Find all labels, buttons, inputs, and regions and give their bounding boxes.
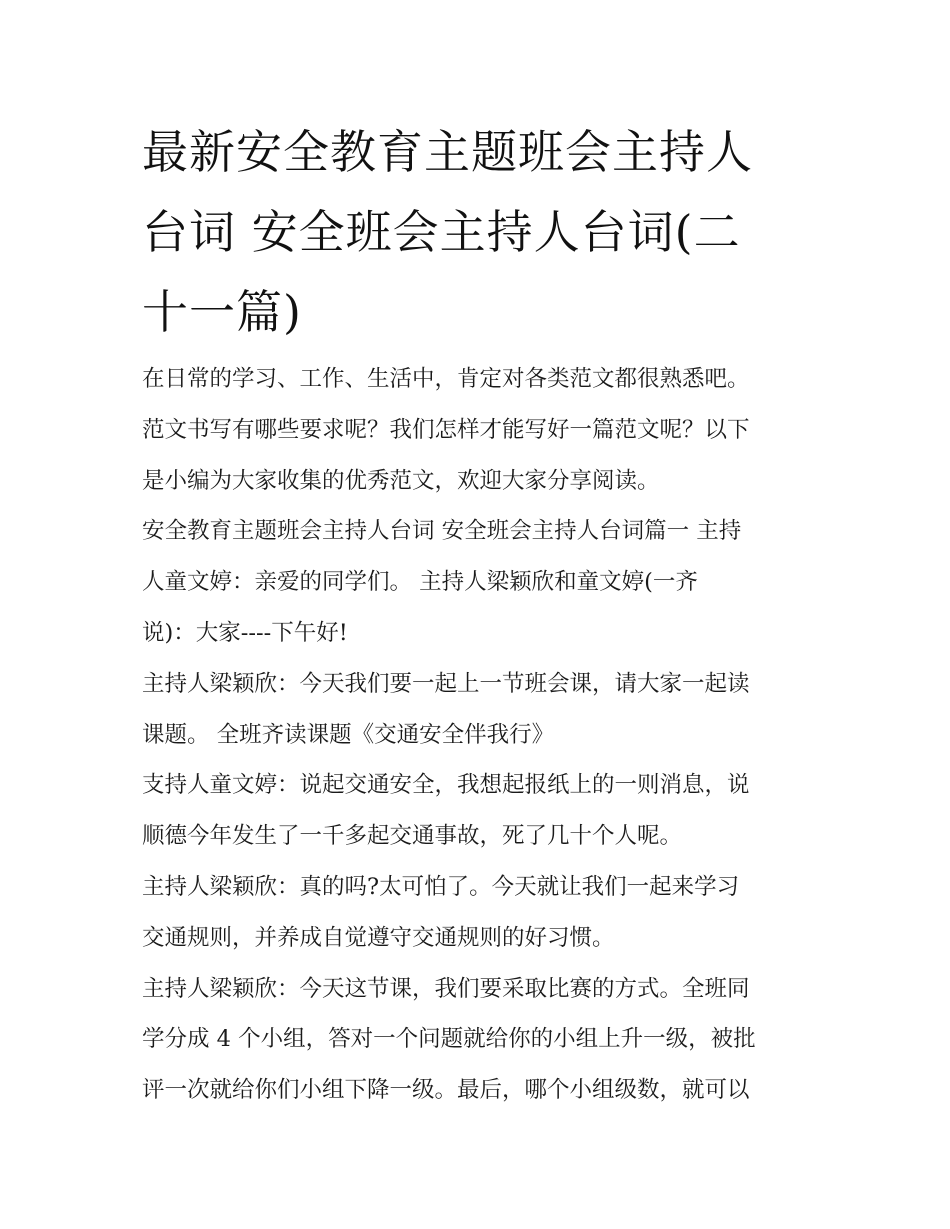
- paragraph: [142, 964, 822, 1116]
- paragraph: [142, 659, 822, 761]
- text-line: 主持人梁颖欣：今天我们要一起上一节班会课，请大家一起读: [142, 670, 750, 697]
- paragraph: [142, 862, 822, 964]
- text-line: 交通规则，并养成自觉遵守交通规则的好习惯。: [142, 924, 615, 951]
- title-line: 台词 安全班会主持人台词(二: [142, 205, 741, 259]
- title-line: 十一篇): [142, 285, 302, 339]
- text-line: 范文书写有哪些要求呢？我们怎样才能写好一篇范文呢？以下: [142, 416, 750, 443]
- text-line: 说)：大家----下午好!: [142, 619, 348, 646]
- text-line: 主持人梁颖欣：今天这节课，我们要采取比赛的方式。全班同: [142, 975, 750, 1002]
- title-line: 最新安全教育主题班会主持人: [142, 125, 753, 179]
- text-line: 是小编为大家收集的优秀范文，欢迎大家分享阅读。: [142, 467, 660, 494]
- text-line: 顺德今年发生了一千多起交通事故，死了几十个人呢。: [142, 823, 683, 850]
- document-title: [142, 112, 812, 352]
- text-line: 支持人童文婷：说起交通安全，我想起报纸上的一则消息，说: [142, 772, 750, 799]
- text-line: 人童文婷：亲爱的同学们。 主持人梁颖欣和童文婷(一齐: [142, 569, 698, 596]
- paragraph: [142, 354, 822, 506]
- text-line: 在日常的学习、工作、生活中，肯定对各类范文都很熟悉吧。: [142, 366, 750, 392]
- text-line: 安全教育主题班会主持人台词 安全班会主持人台词篇一 主持: [142, 518, 742, 545]
- document-body: [142, 354, 822, 1116]
- paragraph: [142, 506, 822, 658]
- paragraph: [142, 760, 822, 862]
- text-line: 主持人梁颖欣：真的吗?太可怕了。今天就让我们一起来学习: [142, 873, 740, 900]
- text-line: 评一次就给你们小组下降一级。最后，哪个小组级数，就可以: [142, 1077, 750, 1104]
- text-line: 学分成 4 个小组，答对一个问题就给你的小组上升一级，被批: [142, 1026, 756, 1053]
- text-line: 课题。 全班齐读课题《交通安全伴我行》: [142, 721, 555, 748]
